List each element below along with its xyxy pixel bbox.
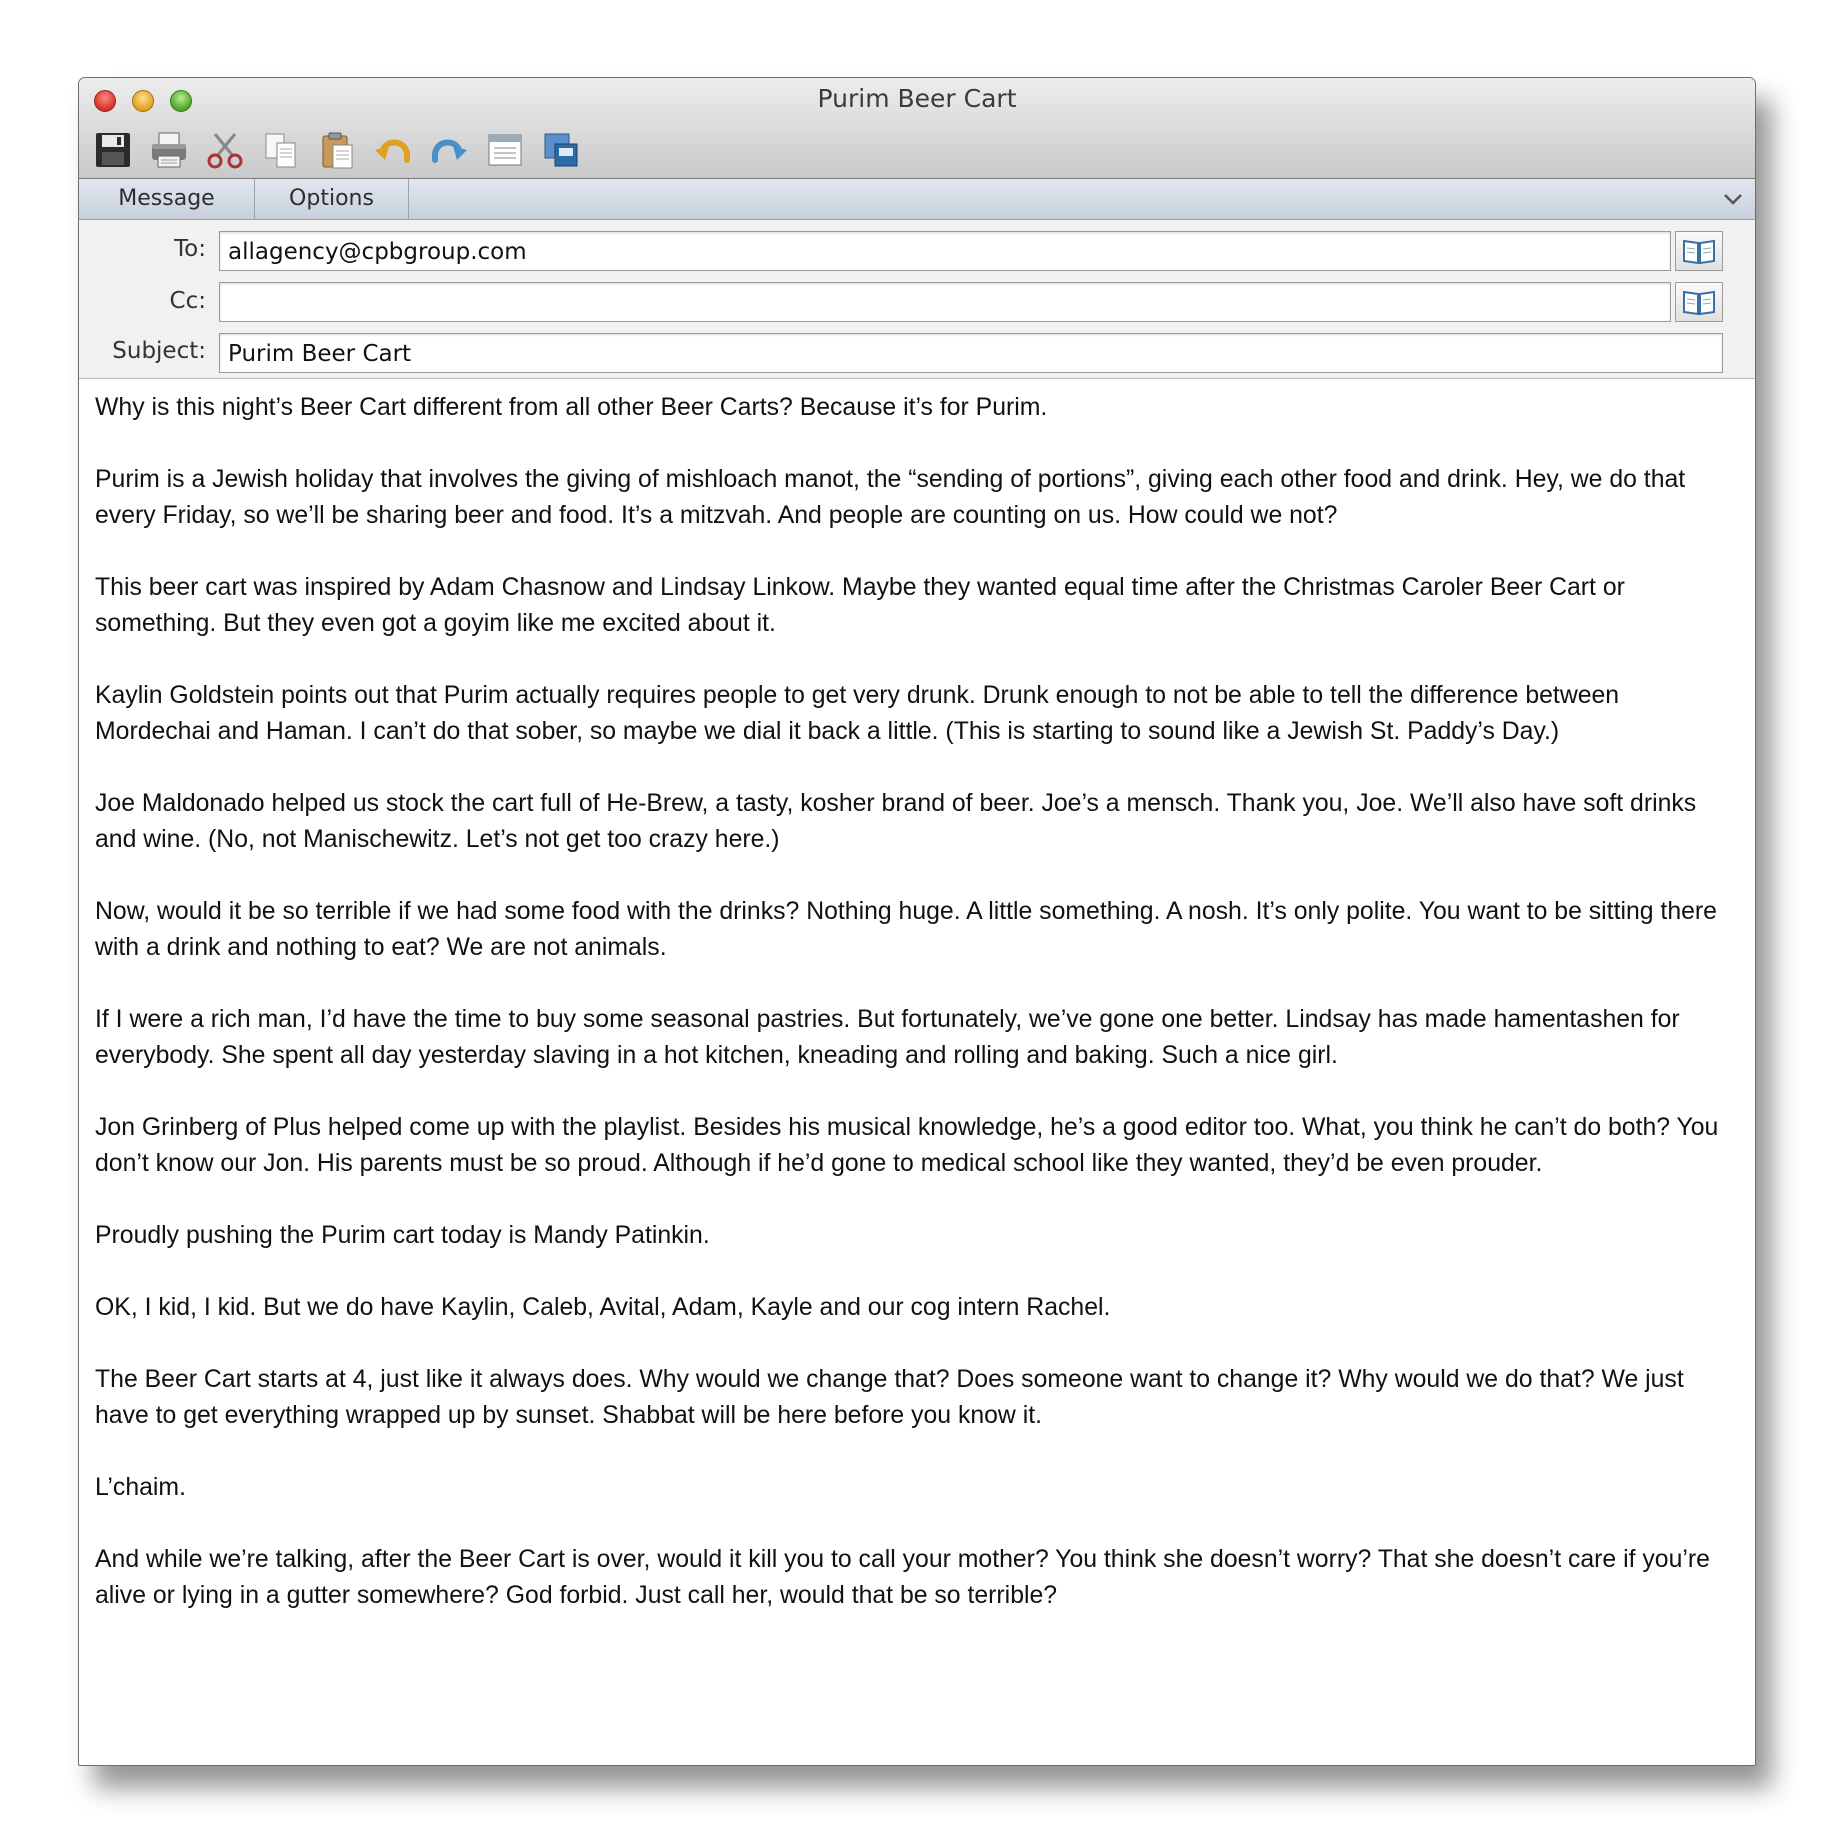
body-paragraph: Jon Grinberg of Plus helped come up with the playlist. Besides his musical knowledge, he’s a good editor too. What, you think he can’t do both? You don’t know our Jon. His parents must be so proud. Although if he’d gone to medical school like they wanted, they’d be even prouder. (95, 1114, 1719, 1177)
body-paragraph: Joe Maldonado helped us stock the cart full of He-Brew, a tasty, kosher brand of beer. Joe’s a mensch. Thank you, Joe. We’ll also have soft drinks and wine. (No, not Manischewitz. Let’s not get too crazy here.) (95, 790, 1697, 853)
cc-label: Cc: (169, 288, 206, 314)
print-icon (149, 130, 189, 170)
address-book-icon (1682, 237, 1716, 265)
body-paragraph: This beer cart was inspired by Adam Chasnow and Lindsay Linkow. Maybe they wanted equal time after the Christmas Caroler Beer Cart or something. But they even got a goyim like me excited about it. (95, 574, 1625, 637)
tab-options[interactable]: Options (255, 179, 409, 219)
body-paragraph: Purim is a Jewish holiday that involves the giving of mishloach manot, the “sending of portions”, giving each other food and drink. Hey, we do that every Friday, so we’ll be sharing beer and food. It’s a mitzvah. And people are counting on us. How could we not? (95, 466, 1686, 529)
to-address-book-button[interactable] (1675, 231, 1723, 271)
message-body[interactable] (95, 390, 1741, 1650)
address-book-icon (1682, 288, 1716, 316)
cut-button[interactable] (205, 130, 245, 170)
body-paragraph: OK, I kid, I kid. But we do have Kaylin, Caleb, Avital, Adam, Kayle and our cog intern Rachel. (95, 1294, 1111, 1321)
undo-icon (373, 130, 413, 170)
copy-button[interactable] (261, 130, 301, 170)
address-card-button[interactable] (485, 130, 525, 170)
redo-button[interactable] (429, 130, 469, 170)
body-paragraph: Proudly pushing the Purim cart today is Mandy Patinkin. (95, 1222, 710, 1249)
subject-label: Subject: (112, 338, 206, 364)
save-icon (93, 130, 133, 170)
toolbar (93, 128, 581, 172)
chevron-down-icon[interactable] (1721, 187, 1745, 211)
cut-icon (205, 130, 245, 170)
redo-icon (429, 130, 469, 170)
undo-button[interactable] (373, 130, 413, 170)
message-header (79, 220, 1755, 379)
attach-icon (541, 130, 581, 170)
body-paragraph: The Beer Cart starts at 4, just like it always does. Why would we change that? Does someone want to change it? Why would we do that? We just have to get everything wrapped up by sunset. Shabbat will be here before you know it. (95, 1366, 1684, 1429)
to-field[interactable]: allagency@cpbgroup.com (219, 231, 1671, 271)
tab-message[interactable]: Message (79, 179, 255, 219)
print-button[interactable] (149, 130, 189, 170)
copy-icon (261, 130, 301, 170)
body-paragraph: And while we’re talking, after the Beer Cart is over, would it kill you to call your mother? You think she doesn’t worry? That she doesn’t care if you’re alive or lying in a gutter somewhere? God forbid. Just call her, would that be so terrible? (95, 1546, 1710, 1609)
compose-window (78, 77, 1756, 1766)
paste-icon (317, 130, 357, 170)
paste-button[interactable] (317, 130, 357, 170)
cc-field[interactable] (219, 282, 1671, 322)
title-bar (79, 78, 1755, 179)
cc-address-book-button[interactable] (1675, 282, 1723, 322)
address-card-icon (485, 130, 525, 170)
save-button[interactable] (93, 130, 133, 170)
tab-bar (79, 179, 1755, 220)
body-paragraph: Why is this night’s Beer Cart different from all other Beer Carts? Because it’s for Purim. (95, 394, 1048, 421)
attach-button[interactable] (541, 130, 581, 170)
body-paragraph: If I were a rich man, I’d have the time to buy some seasonal pastries. But fortunately, we’ve gone one better. Lindsay has made hamentashen for everybody. She spent all day yesterday slaving in a hot kitchen, kneading and rolling and baking. Such a nice girl. (95, 1006, 1680, 1069)
body-paragraph: Kaylin Goldstein points out that Purim actually requires people to get very drunk. Drunk enough to not be able to tell the difference between Mordechai and Haman. I can’t do that sober, so maybe we dial it back a little. (This is starting to sound like a Jewish St. Paddy’s Day.) (95, 682, 1620, 745)
body-paragraph: L’chaim. (95, 1474, 186, 1501)
subject-field[interactable]: Purim Beer Cart (219, 333, 1723, 373)
body-paragraph: Now, would it be so terrible if we had some food with the drinks? Nothing huge. A little something. A nosh. It’s only polite. You want to be sitting there with a drink and nothing to eat? We are not animals. (95, 898, 1717, 961)
window-title: Purim Beer Cart (817, 84, 1017, 113)
to-label: To: (174, 236, 206, 262)
